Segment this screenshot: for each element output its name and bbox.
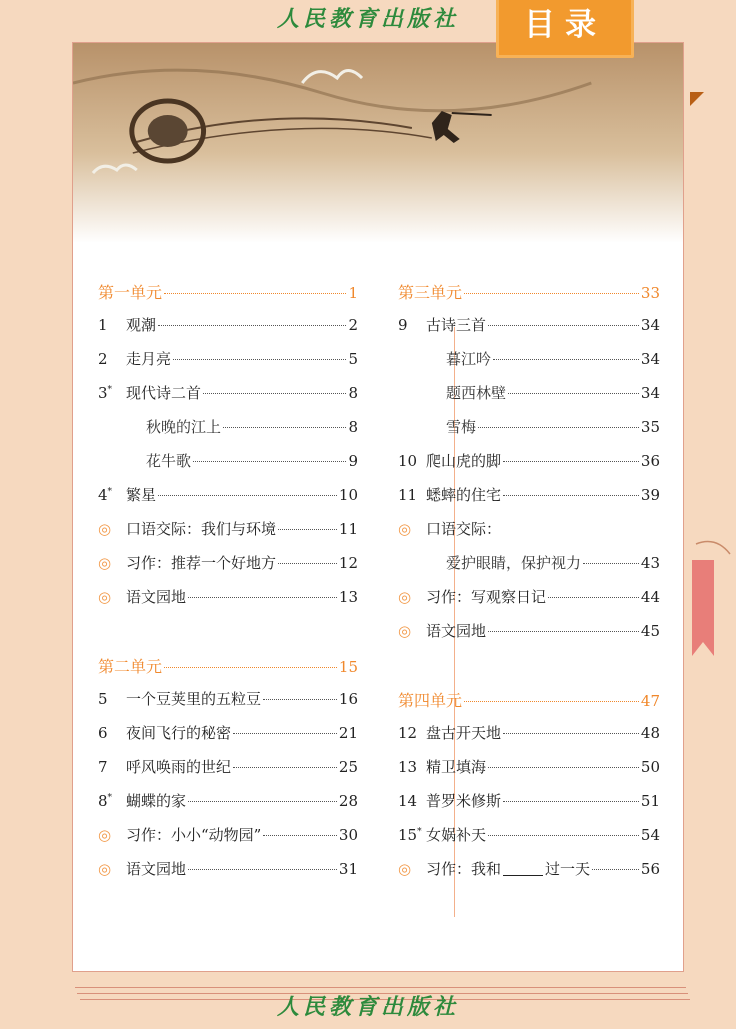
leader-dots [503,461,639,462]
toc-row[interactable] [398,314,660,338]
item-title: 第二单元 [98,657,163,676]
star-mark: * [107,487,113,497]
leader-dots [488,835,639,836]
item-title: 盘古开天地 [426,724,502,742]
leader-dots [478,427,639,428]
page-number: 13 [338,588,358,606]
page-number: 25 [338,758,358,776]
page-number: 15 [338,658,358,676]
item-title: 暮江吟 [446,350,492,368]
leader-dots [164,293,346,294]
bullet-icon: ◎ [398,860,412,878]
item-title: 精卫填海 [426,758,487,776]
item-number [398,452,426,470]
bullet-icon: ◎ [98,826,112,844]
item-number [98,486,126,504]
toc-row[interactable] [98,790,358,814]
page-number: 43 [640,554,660,572]
leader-dots [188,869,337,870]
toc-row[interactable] [398,382,660,406]
item-title: 第一单元 [98,283,163,302]
toc-row[interactable] [398,858,660,882]
item-title: 蟋蟀的住宅 [426,486,502,504]
page-number: 21 [338,724,358,742]
leader-dots [263,835,337,836]
page-number: 34 [640,350,660,368]
bullet-icon: ◎ [398,520,412,538]
item-number-text: 8 [98,792,108,810]
toc-row[interactable] [98,586,358,610]
toc-row[interactable] [98,688,358,712]
leader-dots [188,597,337,598]
leader-dots [503,733,639,734]
bullet-icon: ◎ [98,554,112,572]
page-number: 36 [640,452,660,470]
item-number-text: 13 [398,758,418,776]
bullet-icon: ◎ [98,520,112,538]
header-illustration [73,43,683,243]
leader-dots [233,733,337,734]
item-number-text: 12 [398,724,418,742]
star-mark: * [107,385,113,395]
page-number: 56 [640,860,660,878]
leader-dots [508,393,639,394]
bullet-icon: ◎ [98,588,112,606]
item-number-text: 11 [398,486,418,504]
item-title: 习作：小小“动物园” [126,826,262,844]
item-number [98,350,126,368]
page-number: 9 [348,452,358,470]
toc-row[interactable] [398,790,660,814]
toc-row[interactable] [98,824,358,848]
item-title: 第三单元 [398,283,463,302]
item-number-text: 10 [398,452,418,470]
page-number: 16 [338,690,358,708]
item-title: 花牛歌 [146,452,192,470]
item-number [98,792,126,810]
leader-dots [592,869,639,870]
item-number [398,724,426,742]
item-title: 观潮 [126,316,157,334]
toc-row[interactable] [398,280,660,304]
page-number: 2 [348,316,358,334]
item-number-text: 1 [98,316,108,334]
toc-row[interactable] [98,654,358,678]
toc-title-banner [496,0,634,58]
toc-row[interactable] [98,382,358,406]
item-title: 古诗三首 [426,316,487,334]
page-number: 54 [640,826,660,844]
item-title-suffix: 过一天 [545,860,591,878]
item-title: 呼风唤雨的世纪 [126,758,232,776]
publisher-logo-top: 人民教育出版社 [276,6,459,32]
item-title: 习作：我和 [426,860,502,878]
leader-dots [503,495,639,496]
leader-dots [464,293,639,294]
item-number [398,486,426,504]
toc-row[interactable] [398,586,660,610]
page-number: 48 [640,724,660,742]
item-number [98,316,126,334]
item-title: 第四单元 [398,691,463,710]
leader-dots [278,529,337,530]
item-number [98,690,126,708]
item-number-text: 6 [98,724,108,742]
page-number: 51 [640,792,660,810]
bullet-icon: ◎ [398,622,412,640]
item-number-text: 9 [398,316,408,334]
page-number: 12 [338,554,358,572]
bookmark-ribbon [690,540,736,660]
leader-dots [188,801,337,802]
leader-dots [503,801,639,802]
toc-row[interactable] [398,450,660,474]
item-number-text: 15 [398,826,418,844]
leader-dots [223,427,346,428]
toc-row[interactable] [398,552,660,576]
fill-blank [503,875,543,876]
page-number: 35 [640,418,660,436]
item-title: 秋晚的江上 [146,418,222,436]
item-number-text: 7 [98,758,108,776]
item-title: 走月亮 [126,350,172,368]
leader-dots [158,325,346,326]
page-number: 39 [640,486,660,504]
toc-row[interactable] [398,722,660,746]
toc-row[interactable] [98,484,358,508]
toc-row[interactable] [398,824,660,848]
item-title: 一个豆荚里的五粒豆 [126,690,262,708]
item-number [398,316,426,334]
toc-row[interactable] [98,450,358,474]
toc-row[interactable] [98,552,358,576]
page-number: 50 [640,758,660,776]
page-number: 34 [640,316,660,334]
page-number: 33 [640,284,660,302]
toc-row[interactable] [398,484,660,508]
page-number: 8 [348,384,358,402]
page-number: 47 [640,692,660,710]
item-number-text: 14 [398,792,418,810]
page-number: 1 [348,284,358,302]
page-number: 45 [640,622,660,640]
leader-dots [263,699,337,700]
page-number: 8 [348,418,358,436]
item-title: 现代诗二首 [126,384,202,402]
toc-row[interactable] [98,722,358,746]
item-number-text: 2 [98,350,108,368]
page-number: 34 [640,384,660,402]
toc-row[interactable] [98,858,358,882]
item-title: 口语交际：我们与环境 [126,520,277,538]
item-title: 普罗米修斯 [426,792,502,810]
leader-dots [233,767,337,768]
item-title: 题西林壁 [446,384,507,402]
star-mark: * [107,793,113,803]
leader-dots [493,359,639,360]
toc-row[interactable] [398,416,660,440]
item-number-text: 5 [98,690,108,708]
item-title: 爱护眼睛，保护视力 [446,554,582,572]
item-number [398,758,426,776]
item-number [398,826,426,844]
publisher-logo-bottom: 人民教育出版社 [276,994,459,1020]
page-number: 5 [348,350,358,368]
toc-row[interactable] [98,756,358,780]
item-title: 习作：推荐一个好地方 [126,554,277,572]
toc-row[interactable] [398,518,660,542]
leader-dots [173,359,346,360]
page-number: 30 [338,826,358,844]
leader-dots [464,701,639,702]
leader-dots [583,563,639,564]
item-title: 繁星 [126,486,157,504]
page-number: 10 [338,486,358,504]
leader-dots [164,667,337,668]
leader-dots [278,563,337,564]
banner-fold [690,92,704,106]
item-number-text: 4 [98,486,108,504]
bullet-icon: ◎ [398,588,412,606]
leader-dots [548,597,639,598]
leader-dots [488,631,639,632]
leader-dots [203,393,346,394]
item-title: 语文园地 [126,860,187,878]
item-title: 爬山虎的脚 [426,452,502,470]
item-title: 蝴蝶的家 [126,792,187,810]
item-title: 语文园地 [126,588,187,606]
leader-dots [488,767,639,768]
toc-row[interactable] [98,314,358,338]
star-mark: * [417,827,422,837]
bullet-icon: ◎ [98,860,112,878]
toc-row[interactable] [98,518,358,542]
toc-row[interactable] [398,620,660,644]
item-number [98,758,126,776]
item-title: 女娲补天 [426,826,487,844]
toc-row[interactable] [98,280,358,304]
item-number [398,792,426,810]
leader-dots [193,461,346,462]
toc-row[interactable] [98,416,358,440]
page-number: 28 [338,792,358,810]
leader-dots [158,495,337,496]
page-number: 44 [640,588,660,606]
item-title: 雪梅 [446,418,477,436]
leader-dots [488,325,639,326]
item-title: 习作：写观察日记 [426,588,547,606]
item-number [98,384,126,402]
item-title: 语文园地 [426,622,487,640]
toc-row[interactable] [98,348,358,372]
item-title: 口语交际： [426,520,502,538]
toc-row[interactable] [398,348,660,372]
toc-row[interactable] [398,688,660,712]
item-number [98,724,126,742]
page-number: 31 [338,860,358,878]
toc-row[interactable] [398,756,660,780]
page-number: 11 [338,520,358,538]
item-number-text: 3 [98,384,108,402]
toc-title: 目录 [524,7,606,43]
item-title: 夜间飞行的秘密 [126,724,232,742]
